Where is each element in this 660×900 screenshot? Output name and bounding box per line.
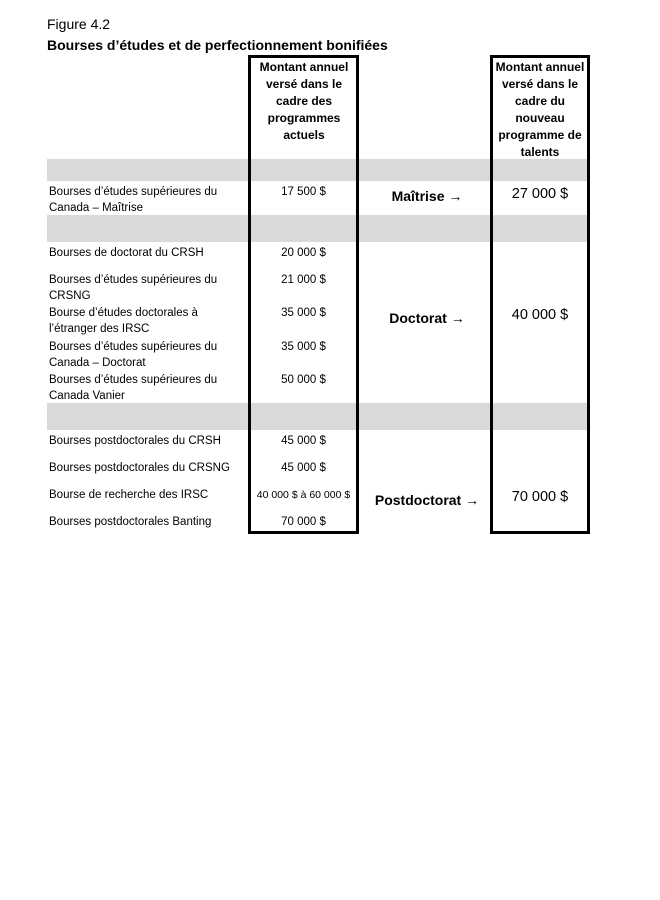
new-amount-masters: 27 000 $ xyxy=(511,186,569,202)
row-name: Bourses postdoctorales Banting xyxy=(49,516,212,528)
row-amount: 40 000 $ à 60 000 $ xyxy=(256,489,351,501)
header-current-amount: Montant annuel versé dans le cadre des programmes actuels xyxy=(259,60,349,142)
figure-label: Figure 4.2 xyxy=(47,16,111,32)
row-name: Bourses postdoctorales du CRSNG xyxy=(49,462,230,474)
level-masters: Maîtrise → xyxy=(391,188,463,204)
header-new-amount: Montant annuel versé dans le cadre du nouveau programme de talents xyxy=(495,60,585,159)
row-name: Bourses d’études supérieures du Canada – Doctorat xyxy=(49,341,218,369)
row-amount: 20 000 $ xyxy=(281,247,326,259)
row-amount: 17 500 $ xyxy=(281,186,326,198)
row-name: Bourses postdoctorales du CRSH xyxy=(49,435,221,447)
row-name: Bourses d’études supérieures du Canada Vanier xyxy=(49,374,218,402)
new-amount-doctoral: 40 000 $ xyxy=(511,307,569,323)
row-name: Bourse de recherche des IRSC xyxy=(49,489,209,501)
row-amount: 35 000 $ xyxy=(281,341,326,353)
row-amount: 50 000 $ xyxy=(281,374,326,386)
row-amount: 45 000 $ xyxy=(281,435,326,447)
level-postdoctoral: Postdoctorat → xyxy=(374,492,480,508)
row-name: Bourses d’études supérieures du CRSNG xyxy=(49,274,218,302)
new-amount-column-box xyxy=(490,55,590,534)
row-name: Bourses de doctorat du CRSH xyxy=(49,247,204,259)
figure-title: Bourses d’études et de perfectionnement bonifiées xyxy=(47,37,388,53)
row-amount: 35 000 $ xyxy=(281,307,326,319)
row-name: Bourse d’études doctorales à l’étranger des IRSC xyxy=(49,307,198,335)
new-amount-postdoctoral: 70 000 $ xyxy=(511,489,569,505)
row-amount: 45 000 $ xyxy=(281,462,326,474)
row-amount: 21 000 $ xyxy=(281,274,326,286)
level-doctoral: Doctorat → xyxy=(389,310,465,326)
row-amount: 70 000 $ xyxy=(281,516,326,528)
row-name: Bourses d’études supérieures du Canada – Maîtrise xyxy=(49,186,218,214)
